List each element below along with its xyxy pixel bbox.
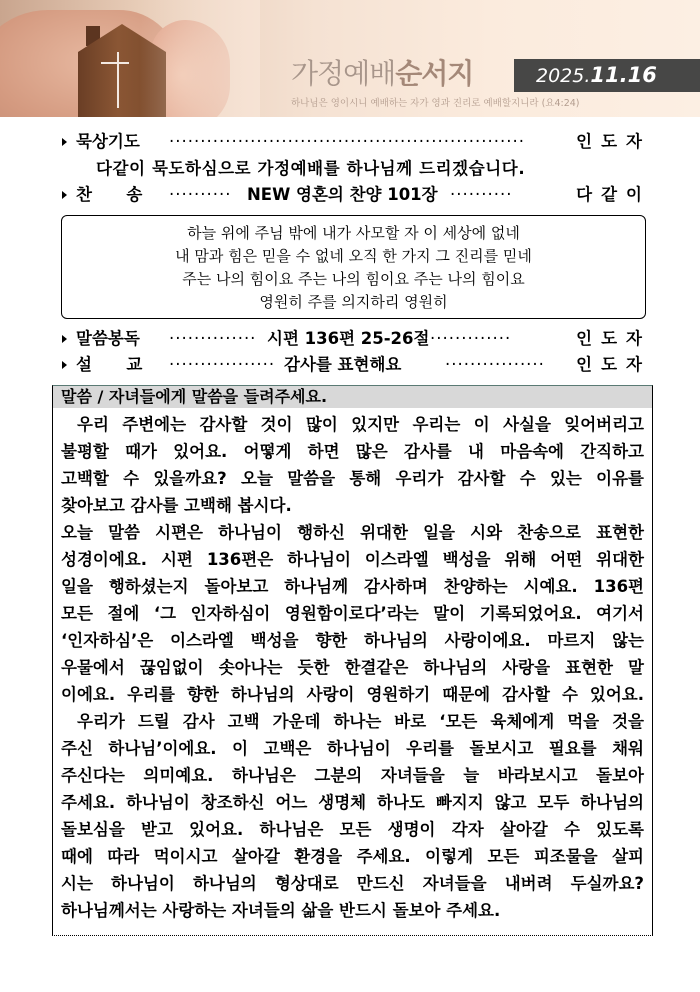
sermon-body: [61, 411, 644, 924]
sermon-line: 이에요. 우리를 향한 하나님의 사랑이 영원하기 때문에 감사할 수 있어요.: [61, 685, 644, 704]
sermon-line: 우리가 드릴 감사 고백 가운데 하나는 바로 ‘모든 육체에게 먹을 것을: [77, 712, 644, 731]
order-leader: 인도자: [576, 329, 651, 348]
lyric-line: 하늘 위에 주님 밖에 내가 사모할 자 이 세상에 없네: [187, 224, 520, 242]
title-bold: 순서지: [395, 57, 474, 90]
sermon-line: 불평할 때가 있어요. 어떻게 하면 많은 감사를 내 마음속에 간직하고: [61, 442, 644, 461]
sermon-line: 모든 절에 ‘그 인자하심이 영원함이로다’라는 말이 기록되었어요. 여기서: [61, 604, 644, 623]
order-label: 묵상기도: [76, 132, 140, 151]
date-year: 2025.: [536, 65, 591, 87]
lyric-line: 영원히 주를 의지하리 영원히: [259, 293, 448, 311]
sermon-line: 찾아보고 감사를 고백해 봅시다.: [61, 496, 292, 515]
title-light: 가정예배: [291, 57, 396, 90]
sermon-line: 주세요. 하나님이 창조하신 어느 생명체 하나도 빠지지 않고 모두 하나님의: [61, 793, 644, 812]
order-item-silent-prayer: [62, 130, 651, 154]
order-label: 설 교: [76, 355, 143, 374]
sermon-line: 하나님께서는 사랑하는 자녀들의 삶을 반드시 돌보아 주세요.: [61, 901, 501, 920]
sermon-line: 오늘 말씀 시편은 하나님이 행하신 위대한 일을 시와 찬송으로 표현한: [61, 523, 644, 542]
dot-leader: ··········: [450, 185, 513, 204]
sermon-line: ‘인자하심’은 이스라엘 백성을 향한 하나님의 사랑이에요. 마르지 않는: [61, 631, 644, 650]
order-leader: 인도자: [576, 132, 651, 151]
scripture-reference: 시편 136편 25-26절: [267, 329, 430, 348]
sermon-title: 감사를 표현해요: [284, 355, 402, 374]
sermon-line: 주신다는 의미예요. 하나님은 그분의 자녀들을 늘 바라보시고 돌보아: [61, 766, 644, 785]
triangle-bullet-icon: [62, 191, 67, 199]
dot-leader: ·············: [430, 329, 512, 348]
sermon-line: 우물에서 끊임없이 솟아나는 듯한 한결같은 하나님의 사랑을 표현한 말: [61, 658, 644, 677]
hymn-title: NEW 영혼의 찬양 101장: [247, 185, 438, 204]
sermon-line: 주신 하나님’이에요. 이 고백은 하나님이 우리를 돌보시고 필요를 채워: [61, 739, 644, 758]
lyric-line: 내 맘과 힘은 믿을 수 없네 오직 한 가지 그 진리를 믿네: [175, 247, 532, 265]
sermon-line: 고백할 수 있을까요? 오늘 말씀을 통해 우리가 감사할 수 있는 이유를: [61, 469, 644, 488]
sermon-line: 우리 주변에는 감사할 것이 많이 있지만 우리는 이 사실을 잊어버리고: [77, 415, 644, 434]
triangle-bullet-icon: [62, 361, 67, 369]
header-banner: [0, 0, 700, 117]
order-leader: 인도자: [576, 355, 651, 374]
dot-leader: ·························································: [169, 132, 525, 151]
sermon-line: 시는 하나님이 하나님의 형상대로 만드신 자녀들을 내버려 두실까요?: [61, 874, 644, 893]
cross-icon-bar: [101, 62, 129, 64]
order-item-hymn: [62, 183, 651, 207]
sermon-line: 때에 따라 먹이시고 살아갈 환경을 주세요. 이렇게 모든 피조물을 살피: [61, 847, 644, 866]
order-item-scripture-reading: [62, 327, 651, 351]
order-label: 말씀봉독: [76, 329, 140, 348]
dot-leader: ··········: [169, 185, 232, 204]
dot-leader: ··············: [169, 329, 257, 348]
order-item-sermon: [62, 353, 651, 377]
page-title: [291, 54, 473, 94]
dot-leader: ·················: [169, 355, 276, 374]
date-month-day: 11.16: [590, 63, 657, 87]
order-leader: 다같이: [576, 185, 651, 204]
lyric-line: 주는 나의 힘이요 주는 나의 힘이요 주는 나의 힘이요: [182, 270, 525, 288]
sermon-heading: 말씀 / 자녀들에게 말씀을 들려주세요.: [53, 386, 652, 408]
hymn-lyrics-box: [61, 215, 646, 319]
sermon-line: 돌보심을 받고 있어요. 하나님은 모든 생명이 각자 살아갈 수 있도록: [61, 820, 644, 839]
triangle-bullet-icon: [62, 138, 67, 146]
date-box: [514, 59, 700, 92]
triangle-bullet-icon: [62, 335, 67, 343]
prayer-text: 다같이 묵도하심으로 가정예배를 하나님께 드리겠습니다.: [96, 159, 526, 178]
sermon-line: 성경이에요. 시편 136편은 하나님이 이스라엘 백성을 위해 어떤 위대한: [61, 550, 644, 569]
dot-leader: ················: [445, 355, 545, 374]
worship-date: [536, 59, 657, 93]
cross-icon: [117, 52, 119, 108]
theme-verse: 하나님은 영이시니 예배하는 자가 영과 진리로 예배할지니라 (요4:24): [291, 98, 580, 109]
sermon-section: [52, 385, 653, 936]
banner-fade: [140, 0, 260, 117]
order-label: 찬 송: [76, 185, 143, 204]
sermon-line: 일을 행하셨는지 돌아보고 하나님께 감사하며 찬양하는 시예요. 136편: [61, 577, 644, 596]
